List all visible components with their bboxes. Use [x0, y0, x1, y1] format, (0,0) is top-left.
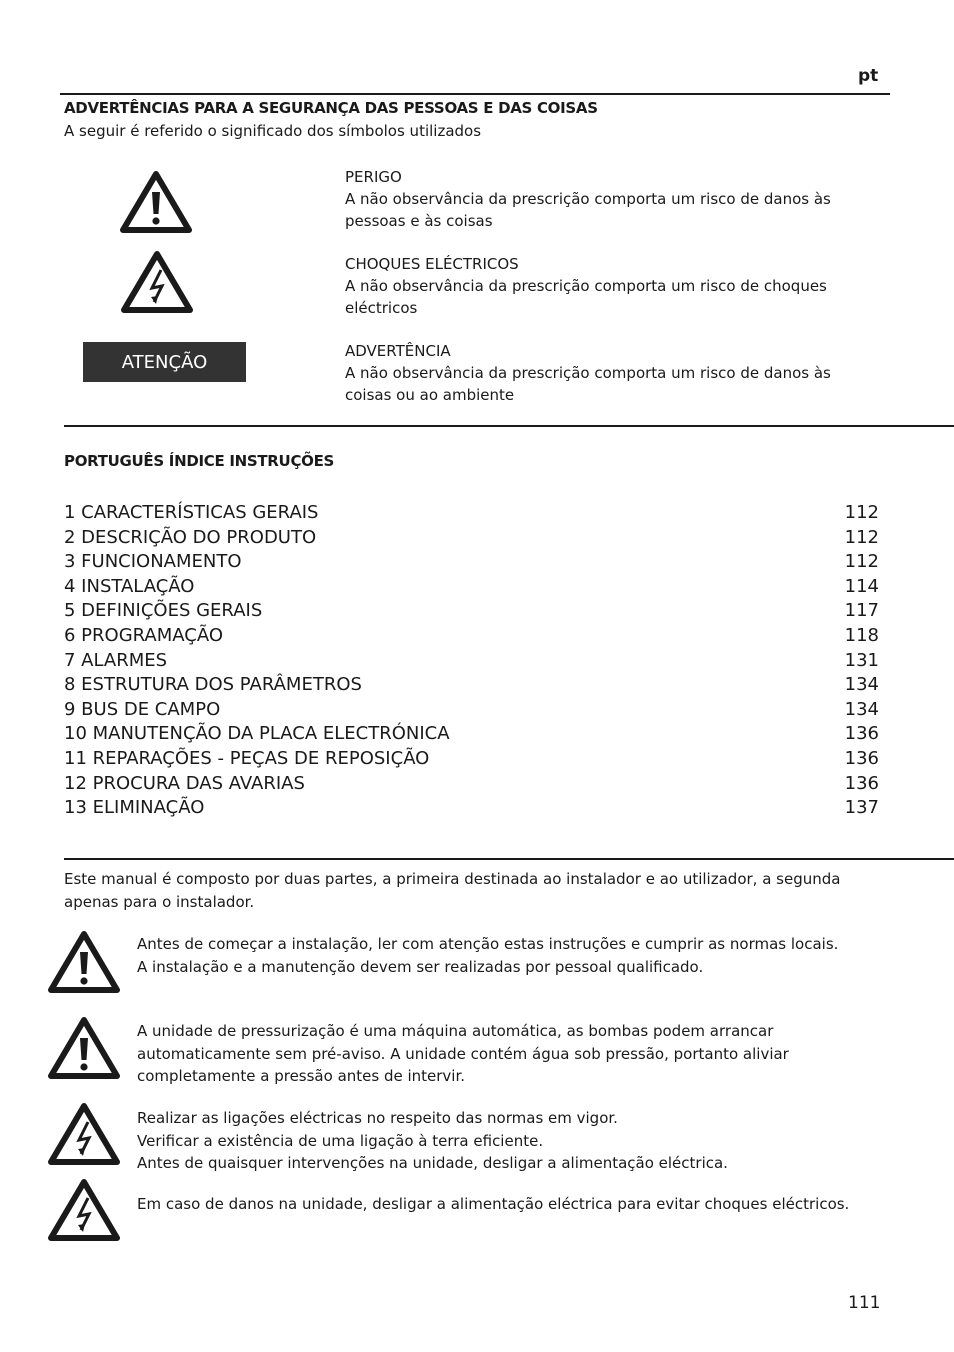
symbol-title: ADVERTÊNCIA [345, 342, 451, 360]
electric-shock-icon [121, 250, 193, 314]
toc-entry-page: 118 [844, 624, 879, 646]
symbol-description-electric [345, 253, 865, 319]
toc-entry-page: 137 [844, 797, 879, 819]
page-number: 111 [848, 1293, 881, 1313]
note-line: Verificar a existência de uma ligação à terra eficiente. [137, 1131, 544, 1150]
header-rule [60, 93, 890, 95]
toc-entry-label: 4 INSTALAÇÃO [64, 575, 195, 597]
toc-entry-page: 112 [844, 526, 879, 548]
toc-entry-label: 9 BUS DE CAMPO [64, 698, 221, 720]
toc-entry-label: 3 FUNCIONAMENTO [64, 551, 242, 573]
section-divider [64, 425, 954, 427]
note-line: Realizar as ligações eléctricas no respeito das normas em vigor. [137, 1109, 618, 1127]
toc-entry-label: 8 ESTRUTURA DOS PARÂMETROS [64, 674, 362, 696]
toc-entry-page: 112 [844, 502, 879, 523]
toc-entry-page: 112 [844, 551, 879, 573]
section-divider [64, 858, 954, 860]
symbol-description-danger [345, 166, 865, 232]
toc-entry [64, 673, 879, 698]
toc-entry-label: 11 REPARAÇÕES - PEÇAS DE REPOSIÇÃO [64, 747, 430, 769]
danger-icon [48, 1016, 120, 1080]
safety-note [137, 1020, 789, 1088]
toc-entry [64, 575, 879, 600]
table-of-contents [64, 501, 879, 821]
toc-entry-page: 117 [844, 600, 879, 622]
toc-entry [64, 772, 879, 797]
symbol-line: A não observância da prescrição comporta um risco de danos às [345, 190, 831, 208]
danger-icon [48, 930, 120, 994]
symbol-line: A não observância da prescrição comporta um risco de choques [345, 277, 827, 295]
toc-entry [64, 599, 879, 624]
toc-entry-label: 7 ALARMES [64, 649, 168, 671]
toc-entry-page: 136 [844, 747, 879, 769]
toc-entry [64, 550, 879, 575]
toc-entry-page: 136 [844, 772, 879, 794]
symbol-line: eléctricos [345, 299, 418, 317]
toc-entry-page: 131 [844, 649, 879, 671]
toc-entry-label: 13 ELIMINAÇÃO [64, 797, 205, 819]
toc-entry-label: 10 MANUTENÇÃO DA PLACA ELECTRÓNICA [64, 723, 450, 745]
note-line: Antes de começar a instalação, ler com atenção estas instruções e cumprir as normas locais. [137, 935, 839, 953]
safety-title: ADVERTÊNCIAS PARA A SEGURANÇA DAS PESSOAS E DAS COISAS [64, 99, 598, 117]
atencao-badge: ATENÇÃO [83, 342, 246, 382]
toc-entry-page: 134 [844, 698, 879, 720]
intro-line: apenas para o instalador. [64, 892, 255, 911]
toc-entry [64, 698, 879, 723]
symbol-line: A não observância da prescrição comporta um risco de danos às [345, 364, 831, 382]
symbol-line: coisas ou ao ambiente [345, 386, 515, 404]
toc-entry [64, 526, 879, 551]
toc-entry-page: 136 [844, 723, 879, 745]
toc-entry-label: 12 PROCURA DAS AVARIAS [64, 772, 305, 794]
note-line: A instalação e a manutenção devem ser realizadas por pessoal qualificado. [137, 957, 704, 976]
toc-entry-page: 114 [844, 575, 879, 597]
language-code: pt [858, 66, 879, 86]
note-line: Em caso de danos na unidade, desligar a alimentação eléctrica para evitar choques eléctricos. [137, 1195, 850, 1213]
symbol-line: pessoas e às coisas [345, 212, 493, 230]
toc-entry-label: 1 CARACTERÍSTICAS GERAIS [64, 502, 319, 523]
intro-line: Este manual é composto por duas partes, a primeira destinada ao instalador e ao utilizador, a segunda [64, 870, 841, 888]
toc-entry [64, 624, 879, 649]
toc-entry-page: 134 [844, 674, 879, 696]
index-title: PORTUGUÊS ÍNDICE INSTRUÇÕES [64, 452, 335, 470]
safety-note [137, 933, 838, 978]
toc-entry [64, 501, 879, 526]
electric-shock-icon [48, 1178, 120, 1242]
electric-shock-icon [48, 1102, 120, 1166]
safety-note [137, 1107, 728, 1175]
danger-icon [120, 170, 192, 234]
note-line: automaticamente sem pré-aviso. A unidade contém água sob pressão, portanto aliviar [137, 1044, 789, 1063]
safety-note [137, 1193, 849, 1216]
intro-text [64, 868, 840, 913]
toc-entry [64, 722, 879, 747]
toc-entry [64, 796, 879, 821]
safety-subtitle: A seguir é referido o significado dos símbolos utilizados [64, 122, 482, 140]
symbol-description-warning [345, 340, 865, 406]
toc-entry-label: 6 PROGRAMAÇÃO [64, 624, 224, 646]
symbol-title: PERIGO [345, 168, 402, 186]
symbol-title: CHOQUES ELÉCTRICOS [345, 255, 519, 273]
toc-entry [64, 747, 879, 772]
note-line: completamente a pressão antes de intervir. [137, 1067, 466, 1085]
toc-entry [64, 649, 879, 674]
toc-entry-label: 5 DEFINIÇÕES GERAIS [64, 600, 263, 622]
toc-entry-label: 2 DESCRIÇÃO DO PRODUTO [64, 526, 317, 548]
note-line: Antes de quaisquer intervenções na unidade, desligar a alimentação eléctrica. [137, 1154, 728, 1172]
note-line: A unidade de pressurização é uma máquina automática, as bombas podem arrancar [137, 1022, 774, 1040]
